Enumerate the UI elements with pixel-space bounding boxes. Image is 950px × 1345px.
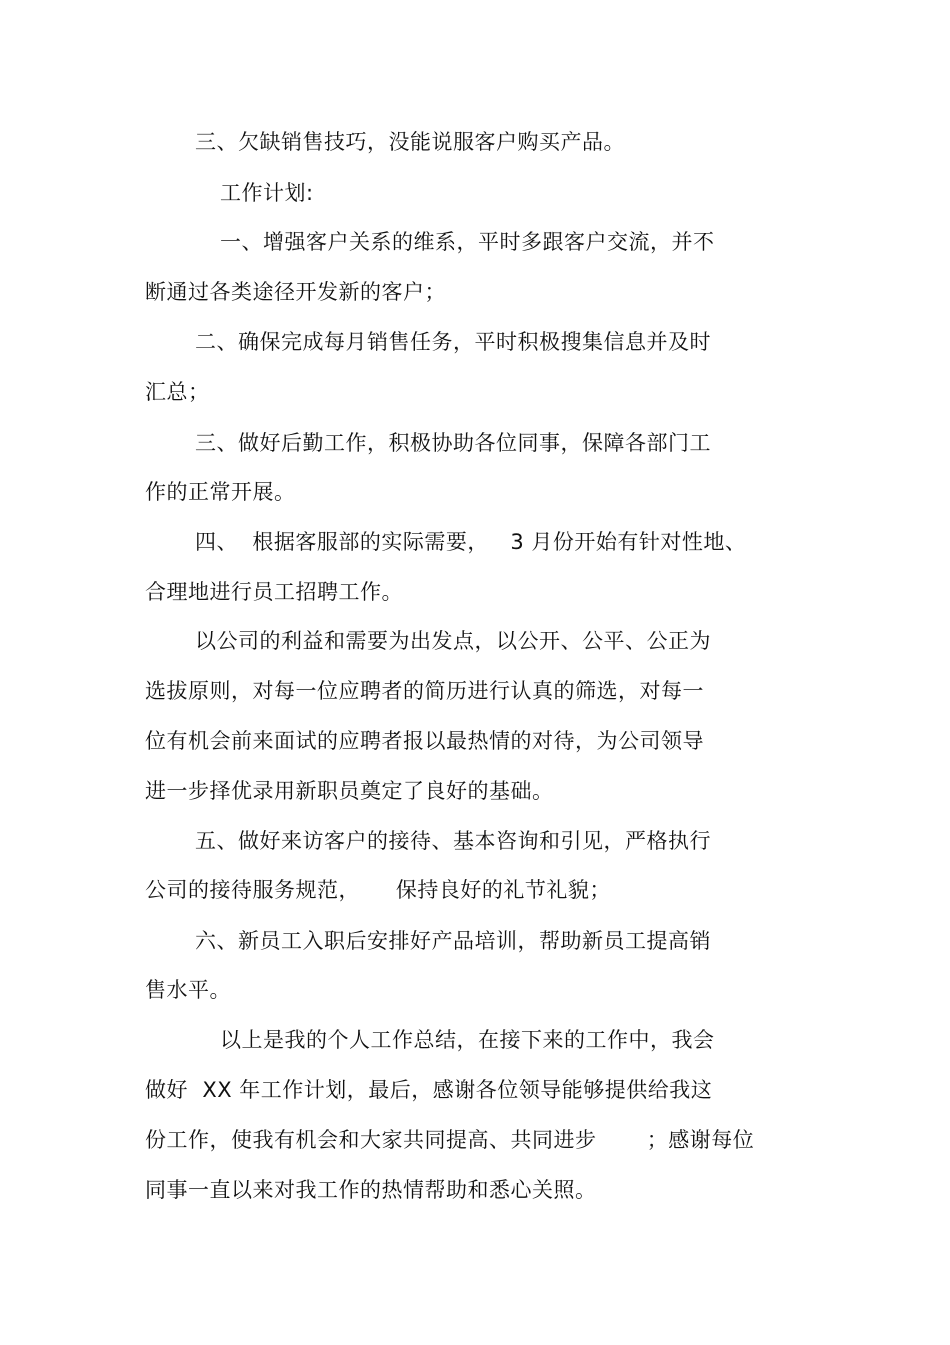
text-line-12: 选拔原则，对每一位应聘者的简历进行认真的筛选，对每一 [145, 679, 704, 703]
text-line-2: 工作计划: [220, 181, 314, 205]
text-line-22: 同事一直以来对我工作的热情帮助和悉心关照。 [145, 1178, 597, 1202]
text-line-15: 五、做好来访客户的接待、基本咨询和引见，严格执行 [195, 829, 711, 853]
text-line-20: 做好 XX 年工作计划，最后，感谢各位领导能够提供给我这 [145, 1078, 713, 1102]
text-line-7: 三、做好后勤工作，积极协助各位同事，保障各部门工 [195, 431, 711, 455]
text-line-16: 公司的接待服务规范， 保持良好的礼节礼貌； [145, 878, 611, 902]
text-line-13: 位有机会前来面试的应聘者报以最热情的对待，为公司领导 [145, 729, 704, 753]
text-line-6: 汇总； [145, 380, 210, 404]
text-line-18: 售水平。 [145, 978, 231, 1002]
text-line-17: 六、新员工入职后安排好产品培训，帮助新员工提高销 [195, 929, 711, 953]
text-line-21: 份工作，使我有机会和大家共同提高、共同进步 ；感谢每位 [145, 1128, 755, 1152]
text-line-4: 断通过各类途径开发新的客户； [145, 280, 446, 304]
text-line-5: 二、确保完成每月销售任务，平时积极搜集信息并及时 [195, 330, 711, 354]
text-line-19: 以上是我的个人工作总结，在接下来的工作中，我会 [220, 1028, 715, 1052]
text-line-11: 以公司的利益和需要为出发点，以公开、公平、公正为 [195, 629, 711, 653]
text-line-9: 四、 根据客服部的实际需要， 3 月份开始有针对性地、 [195, 530, 747, 554]
text-line-3: 一、增强客户关系的维系，平时多跟客户交流，并不 [220, 230, 715, 254]
text-line-1: 三、欠缺销售技巧，没能说服客户购买产品。 [195, 130, 625, 154]
text-line-14: 进一步择优录用新职员奠定了良好的基础。 [145, 779, 554, 803]
text-line-10: 合理地进行员工招聘工作。 [145, 580, 403, 604]
text-line-8: 作的正常开展。 [145, 480, 296, 504]
